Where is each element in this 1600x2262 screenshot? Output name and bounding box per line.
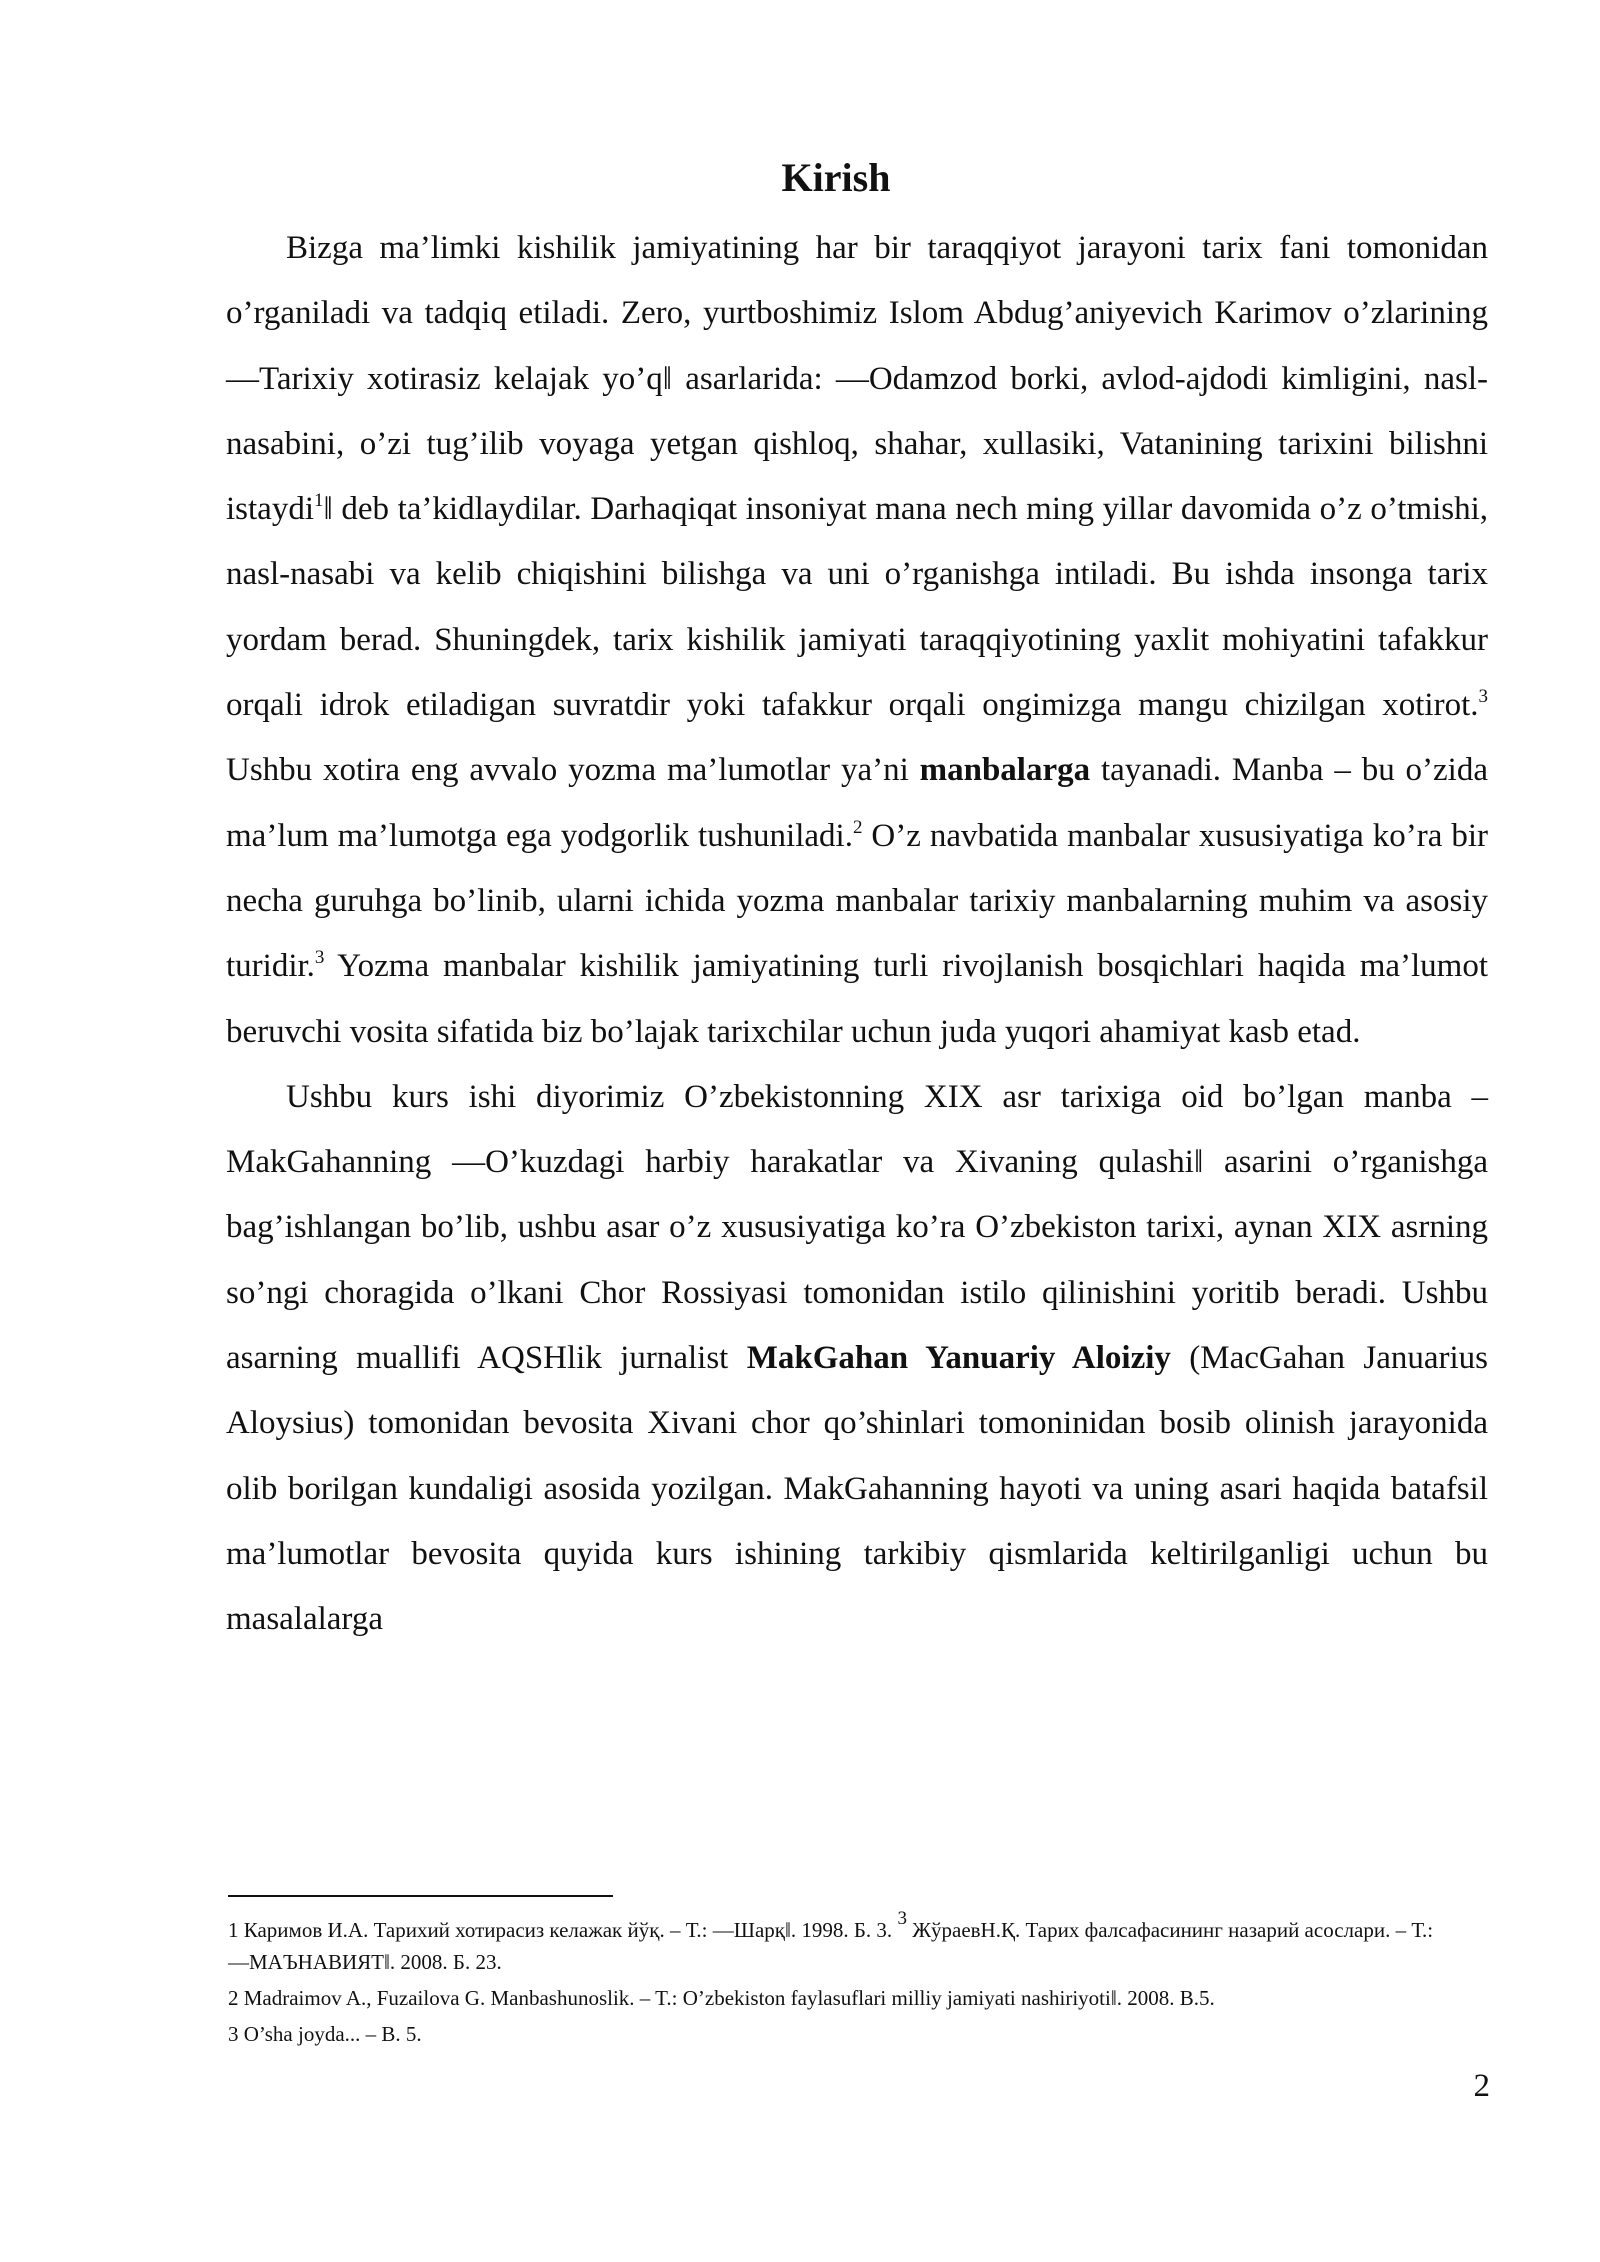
body-text — [226, 216, 1488, 1653]
bold-term: manbalarga — [919, 752, 1091, 789]
bold-author-name: MakGahan Yanuariy Aloiziy — [746, 1340, 1171, 1377]
page-number: 2 — [1473, 2068, 1490, 2104]
footnote-ref: 2 — [852, 816, 863, 838]
footnotes — [228, 1908, 1490, 2054]
p1-text-c: Ushbu xotira eng avvalo yozma ma’lumotlar ya’ni — [226, 752, 920, 789]
footnote-1 — [228, 1908, 1490, 1978]
p1-text-e: O’z navbatida manbalar xususiyatiga ko’ra bir necha guruhga bo’linib, ularni ichida yozma manbalar tarixiy manbalarning muhim va asosiy turidir. — [226, 817, 1488, 985]
p2-text-a: Ushbu kurs ishi diyorimiz O’zbekistonning XIX asr tarixiga oid bo’lgan manba – MakGahanning ―O’kuzdagi harbiy harakatlar va Xivaning qulashi‖ asarini o’rganishga bag’ishlangan bo’lib, ushbu asar o’z xususiyatiga ko’ra O’zbekiston tarixi, aynan XIX asrning so’ngi choragida o’lkani Chor Rossiyasi tomonidan istilo qilinishini yoritib beradi. Ushbu asarning muallifi AQSHlik jurnalist — [226, 1078, 1488, 1377]
paragraph-2 — [226, 1065, 1488, 1653]
footnote-ref: 3 — [1478, 686, 1488, 708]
footnote-ref: 3 — [897, 1908, 907, 1929]
footnote-ref: 1 — [314, 490, 324, 512]
footnote-1-text-b: ЖўраевН.Қ. Тарих фалсафасининг назарий асослари. – Т.: ―МАЪНАВИЯТ‖. 2008. Б. 23. — [228, 1918, 1434, 1974]
p1-text-a: Bizga ma’limki kishilik jamiyatining har bir taraqqiyot jarayoni tarix fani tomonidan o’rganiladi va tadqiq etiladi. Zero, yurtboshimiz Islom Abdug’aniyevich Karimov o’zlarining ―Tarixiy xotirasiz kelajak yo’q‖ asarlarida: ―Odamzod borki, avlod-ajdodi kimligini, nasl-nasabini, o’zi tug’ilib voyaga yetgan qishloq, shahar, xullasiki, Vatanining tarixini bilishni istaydi — [226, 230, 1488, 528]
page-title: Kirish — [781, 155, 891, 200]
p2-text-b: (MacGahan Januarius Aloysius) tomonidan bevosita Xivani chor qo’shinlari tomoninidan bosib olinish jarayonida olib borilgan kundaligi asosida yozilgan. MakGahanning hayoti va uning asari haqida batafsil ma’lumotlar bevosita quyida kurs ishining tarkibiy qismlarida keltirilganligi uchun bu masalalarga — [226, 1340, 1488, 1638]
p1-text-d: tayanadi. Manba – bu o’zida ma’lum ma’lumotga ega yodgorlik tushuniladi. — [226, 752, 1488, 854]
footnote-ref: 3 — [314, 947, 325, 969]
footnote-1-text-a: 1 Каримов И.А. Тарихий хотирасиз келажак йўқ. – Т.: ―Шарқ‖. 1998. Б. 3. — [228, 1918, 898, 1942]
footnote-2: 2 Madraimov A., Fuzailova G. Manbashunoslik. – T.: O’zbekiston faylasuflari milliy jamiyati nashiriyoti‖. 2008. B.5. — [228, 1986, 1215, 2010]
paragraph-1 — [226, 216, 1488, 1065]
p1-text-f: Yozma manbalar kishilik jamiyatining turli rivojlanish bosqichlari haqida ma’lumot beruvchi vosita sifatida biz bo’lajak tarixchilar uchun juda yuqori ahamiyat kasb etad. — [226, 948, 1488, 1050]
p1-text-b: ‖ deb ta’kidlaydilar. Darhaqiqat insoniyat mana nech ming yillar davomida o’z o’tmishi, nasl-nasabi va kelib chiqishini bilishga va uni o’rganishga intiladi. Bu ishda insonga tarix yordam berad. Shuningdek, tarix kishilik jamiyati taraqqiyotining yaxlit mohiyatini tafakkur orqali idrok etiladigan suvratdir yoki tafakkur orqali ongimizga mangu chizilgan xotirot. — [226, 491, 1488, 724]
footnote-separator — [228, 1895, 613, 1897]
footnote-3: 3 O’sha joyda... – B. 5. — [228, 2022, 422, 2046]
